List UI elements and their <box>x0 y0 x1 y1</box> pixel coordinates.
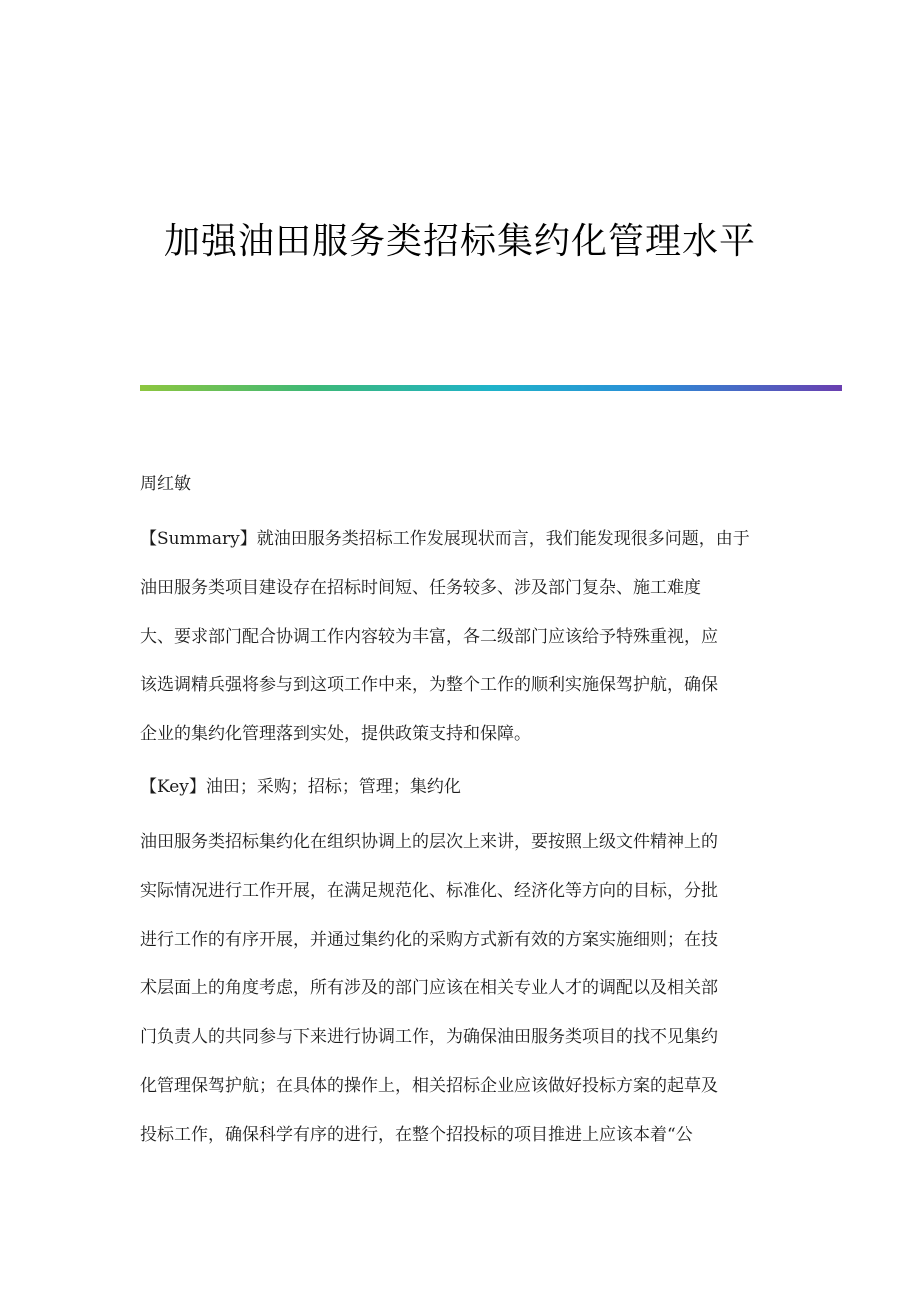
title-divider <box>140 385 842 391</box>
body-paragraph: 油田服务类招标集约化在组织协调上的层次上来讲，要按照上级文件精神上的 实际情况进行工作开展，在满足规范化、标准化、经济化等方向的目标，分批 进行工作的有序开展，并通过集约化的采购方式新有效的方案实施细则；在技 术层面上的角度考虑，所有涉及的部门应该在相关专业人才的调配以及相关部 门负责人的共同参与下来进行协调工作，为确保油田服务类项目的找不见集约 化管理保驾护航；在具体的操作上，相关招标企业应该做好投标方案的起草及 投标工作，确保科学有序的进行，在整个招投标的项目推进上应该本着“公 <box>140 832 718 1145</box>
page-title: 加强油田服务类招标集约化管理水平 <box>163 221 756 262</box>
summary-label: 【Summary】 <box>140 529 257 549</box>
author-name: 周红敏 <box>140 474 191 494</box>
keywords-text: 油田；采购；招标；管理；集约化 <box>205 777 461 797</box>
keywords-line <box>140 763 790 812</box>
summary-paragraph <box>140 515 790 759</box>
keywords-label: 【Key】 <box>140 777 206 797</box>
summary-text: 就油田服务类招标工作发展现状而言，我们能发现很多问题，由于 油田服务类项目建设存在招标时间短、任务较多、涉及部门复杂、施工难度 大、要求部门配合协调工作内容较为丰富，各二级部门应该给予特殊重视，应 该选调精兵强将参与到这项工作中来，为整个工作的顺利实施保驾护航，确保 企业的集约化管理落到实处，提供政策支持和保障。 <box>140 529 750 745</box>
